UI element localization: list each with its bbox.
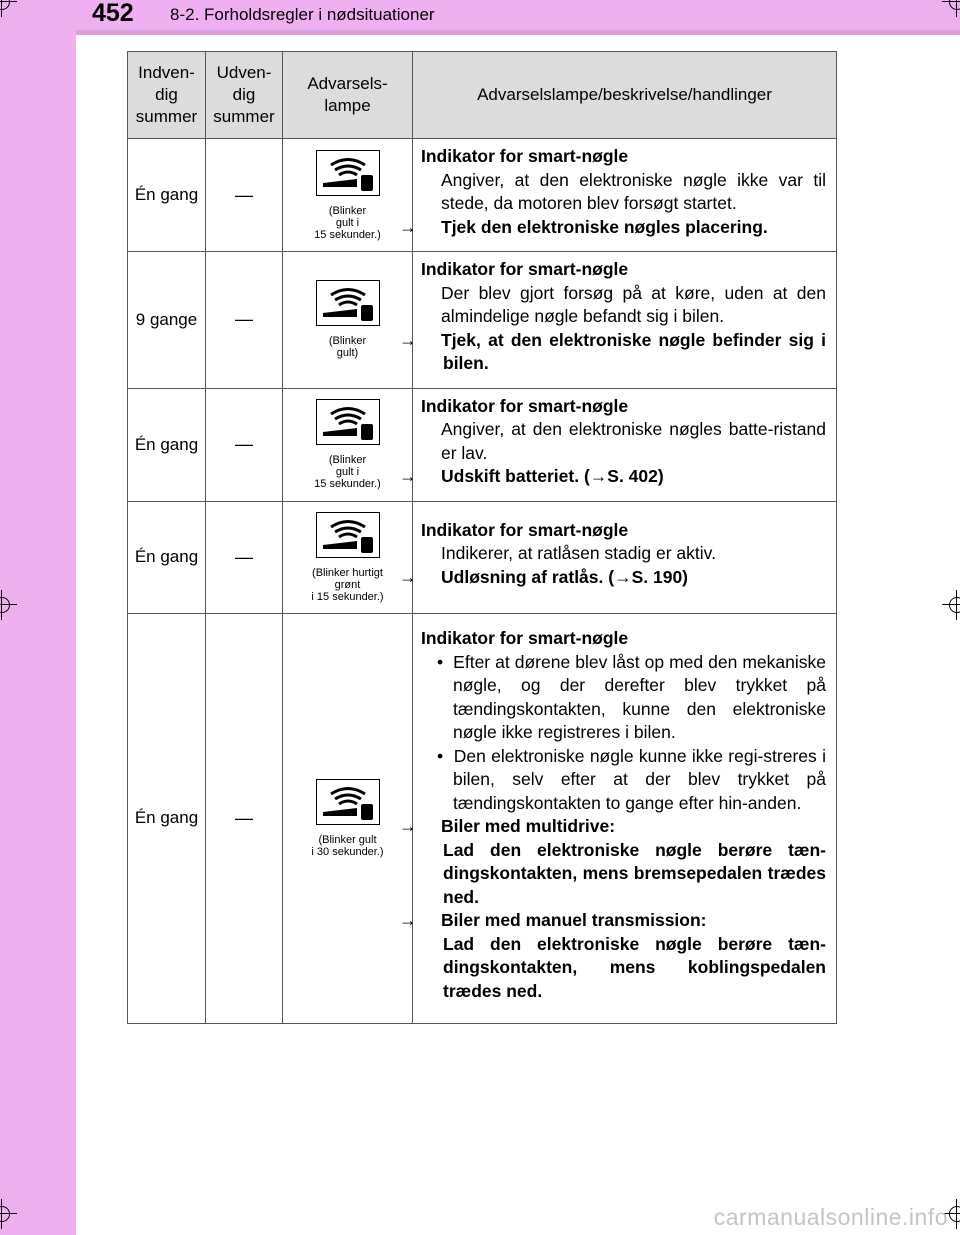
- lamp-description: Angiver, at den elektroniske nøgle ikke var til stede, da motoren blev forsøgt startet.: [441, 169, 826, 213]
- lamp-description: Der blev gjort forsøg på at køre, uden at den almindelige nøgle befandt sig i bilen.: [441, 282, 826, 326]
- crop-mark-icon: [0, 1203, 13, 1225]
- lamp-description: Angiver, at den elektroniske nøgles batte-ristand er lav.: [441, 419, 826, 463]
- crop-mark-icon: [946, 1203, 960, 1225]
- lamp-cell: [283, 501, 413, 613]
- lamp-title: Indikator for smart-nøgle: [421, 628, 629, 648]
- smart-key-lamp-icon: [316, 280, 380, 326]
- lamp-title: Indikator for smart-nøgle: [421, 146, 629, 166]
- warning-table: [127, 51, 837, 1024]
- header-band: [0, 0, 960, 30]
- arrow-icon: →: [399, 329, 417, 350]
- crop-mark-icon: [0, 0, 13, 13]
- lamp-cell: [283, 139, 413, 252]
- action-text: Lad den elektroniske nøgle berøre tæn-dingskontakten, mens bremsepedalen trædes ned.: [443, 839, 826, 907]
- smart-key-lamp-icon: [316, 399, 380, 445]
- inside-buzzer-count: Én gang: [128, 388, 206, 501]
- crop-mark-icon: [0, 594, 13, 616]
- arrow-icon: →: [399, 910, 417, 930]
- outside-buzzer-count: —: [206, 139, 283, 252]
- header-outside-buzzer: Udven- dig summer: [206, 52, 283, 139]
- action-text: → Tjek den elektroniske nøgles placering.: [421, 216, 826, 240]
- table-row: [128, 252, 837, 389]
- inside-buzzer-count: Én gang: [128, 139, 206, 252]
- arrow-icon: →: [399, 566, 417, 587]
- page-number: 452: [92, 0, 134, 27]
- inside-buzzer-count: 9 gange: [128, 252, 206, 389]
- lamp-title: Indikator for smart-nøgle: [421, 259, 629, 279]
- table-row: [128, 613, 837, 1023]
- outside-buzzer-count: —: [206, 501, 283, 613]
- crop-mark-icon: [946, 594, 960, 616]
- outside-buzzer-count: —: [206, 388, 283, 501]
- lamp-caption: (Blinker gult): [328, 335, 367, 360]
- outside-buzzer-count: —: [206, 613, 283, 1023]
- watermark: carmanualsonline.info: [713, 1204, 948, 1230]
- bullet-item: • Efter at dørene blev låst op med den mekaniske nøgle, og der derefter blev trykket på tændingskontakten, kunne den elektroniske nøgle ikke registreres i bilen.: [437, 651, 826, 742]
- lamp-title: Indikator for smart-nøgle: [421, 519, 629, 540]
- action-text: → Tjek, at den elektroniske nøgle befinder sig i bilen.: [399, 329, 826, 373]
- action-text: → Udløsning af ratlås. (→S. 190): [421, 566, 826, 590]
- header-rule: [76, 30, 960, 35]
- header-inside-buzzer: Indven- dig summer: [128, 52, 206, 139]
- bullet-item: • Den elektroniske nøgle kunne ikke regi-streres i bilen, selv efter at der blev trykket på tændingskontakten to gange efter hin-anden.: [437, 745, 826, 813]
- description-cell: [399, 613, 837, 1023]
- smart-key-lamp-icon: [316, 150, 380, 196]
- lamp-caption: (Blinker gult i 15 sekunder.): [314, 454, 381, 490]
- description-cell: [399, 501, 837, 613]
- action-text: → Udskift batteriet. (→S. 402): [421, 465, 826, 489]
- description-cell: [399, 388, 837, 501]
- lamp-title: Indikator for smart-nøgle: [421, 395, 629, 416]
- arrow-icon: →: [399, 466, 417, 486]
- table-row: [128, 388, 837, 501]
- outside-buzzer-count: —: [206, 252, 283, 389]
- header-description: Advarselslampe/beskrivelse/handlinger: [413, 52, 837, 139]
- inside-buzzer-count: Én gang: [128, 501, 206, 613]
- description-cell: [399, 252, 837, 389]
- table-header-row: [128, 52, 837, 139]
- lamp-caption: (Blinker hurtigt grønt i 15 sekunder.): [311, 566, 384, 603]
- section-title: 8-2. Forholdsregler i nødsituationer: [170, 5, 435, 24]
- smart-key-lamp-icon: [316, 512, 380, 558]
- action-text: Lad den elektroniske nøgle berøre tæn-dingskontakten, mens koblingspedalen trædes ned.: [443, 933, 826, 1001]
- lamp-cell: [283, 388, 413, 501]
- lamp-caption: (Blinker gult i 30 sekunder.): [311, 833, 384, 858]
- lamp-cell: [283, 613, 413, 1023]
- table-row: [128, 139, 837, 252]
- smart-key-lamp-icon: [316, 779, 380, 825]
- description-cell: [399, 139, 837, 252]
- crop-mark-icon: [946, 0, 960, 13]
- action-heading: → Biler med manuel transmission:: [421, 909, 826, 933]
- arrow-icon: →: [399, 216, 417, 237]
- lamp-cell: [283, 252, 413, 389]
- action-heading: → Biler med multidrive:: [421, 815, 826, 839]
- side-tab: [0, 0, 76, 1235]
- lamp-description: Indikerer, at ratlåsen stadig er aktiv.: [441, 543, 716, 564]
- table-row: [128, 501, 837, 613]
- lamp-caption: (Blinker gult i 15 sekunder.): [314, 204, 381, 241]
- arrow-icon: →: [399, 816, 417, 836]
- header-warning-lamp: Advarsels- lampe: [283, 52, 413, 139]
- inside-buzzer-count: Én gang: [128, 613, 206, 1023]
